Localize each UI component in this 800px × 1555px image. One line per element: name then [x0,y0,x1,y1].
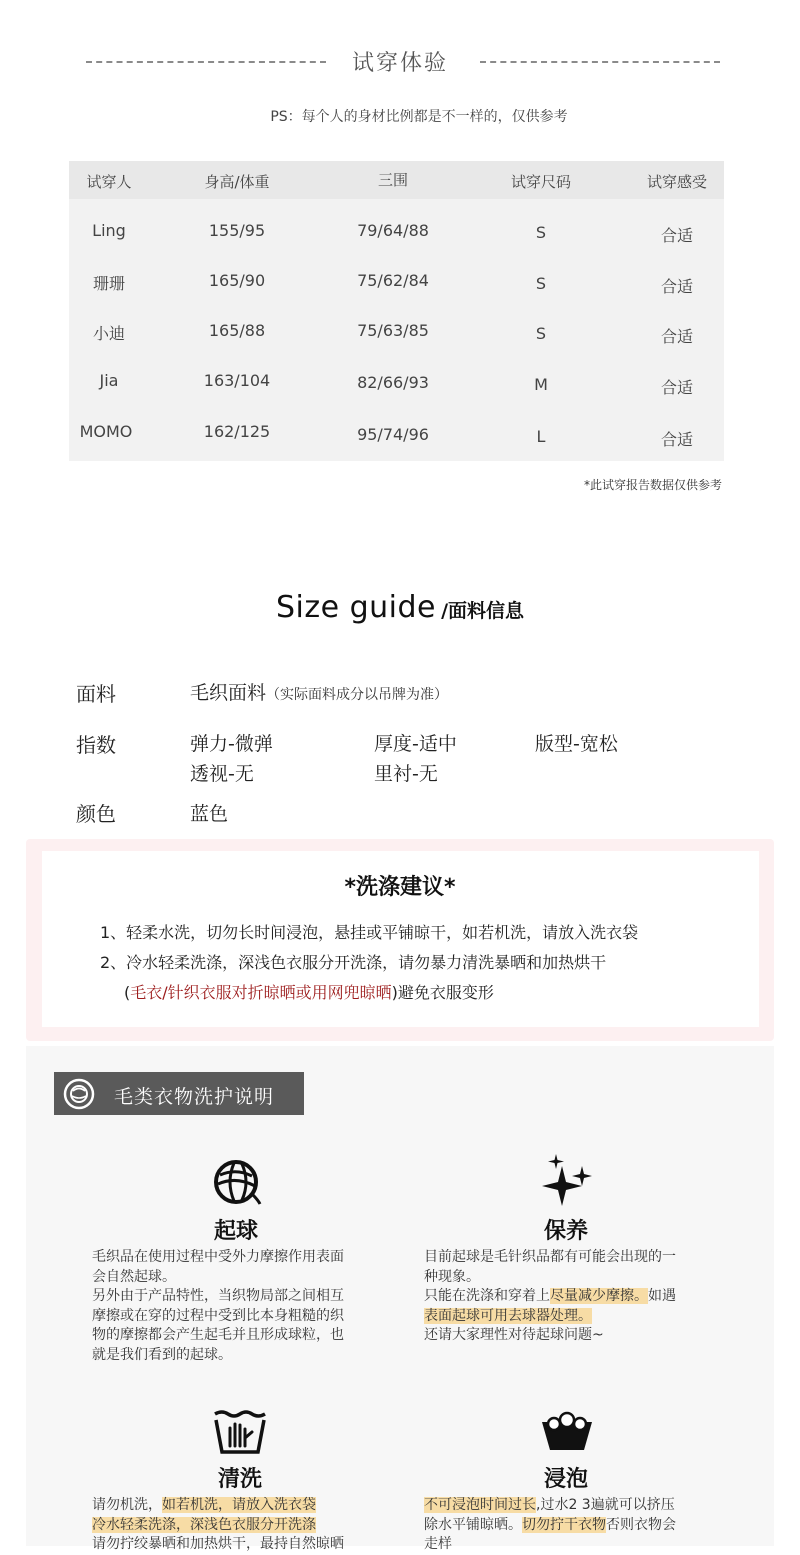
header-measurements: 三围 [377,171,408,189]
table-row-1-size: S [535,223,547,242]
table-row-1-feel: 合适 [660,226,693,245]
maintain-line-4-highlight: 表面起球可用去球器处理。 [424,1307,592,1324]
table-row-5-hw: 162/125 [203,422,271,441]
sheer-value: 透视-无 [190,763,254,785]
table-row-4-hw: 163/104 [203,371,271,390]
table-row-3-meas: 75/63/85 [357,321,429,340]
maintain-line-5: 还请大家理性对待起球问题~ [424,1327,604,1343]
table-row-1-person: Ling [92,221,126,240]
soaking-title: 浸泡 [543,1467,588,1492]
table-row-5-person: MOMO [79,422,133,441]
table-row-3-feel: 合适 [660,327,693,346]
size-guide-subtitle: /面料信息 [441,600,525,622]
trial-table [69,161,724,461]
wash-line-1: 1、轻柔水洗，切勿长时间浸泡，悬挂或平铺晾干，如若机洗，请放入洗衣袋 [100,923,639,942]
maintain-line-3a: 只能在洗涤和穿着上 [424,1288,550,1304]
care-header-title: 毛类衣物洗护说明 [114,1086,275,1108]
table-row-3-hw: 165/88 [208,321,266,340]
size-guide-title [0,590,800,625]
fabric-note: （实际面料成分以吊牌为准） [266,687,449,703]
fit-value: 版型-宽松 [535,733,618,755]
fabric-value: 毛织面料 [190,682,267,704]
washing-line-3: 请勿拧绞暴晒和加热烘干，最持自然晾晒 [92,1536,344,1552]
ps-note: PS：每个人的身材比例都是不一样的，仅供参考 [270,109,568,125]
yarn-badge-icon [63,1078,95,1110]
size-guide-heading: Size guide [275,590,436,625]
table-row-5-size: L [536,427,546,446]
soaking-line-1-highlight: 不可浸泡时间过长 [424,1497,536,1513]
washing-line-2 [92,1516,412,1536]
hand-wash-icon [212,1408,268,1456]
header-feeling: 试穿感受 [646,173,707,191]
pilling-line-4: 摩擦或在穿的过程中受到比本身粗糙的织 [92,1307,344,1324]
washing-line-1 [92,1496,412,1516]
pilling-line-2: 会自然起球。 [92,1268,176,1285]
trial-footnote: *此试穿报告数据仅供参考 [583,478,722,492]
header-height-weight: 身高/体重 [204,173,270,191]
wash-advice-title: *洗涤建议* [344,875,456,900]
washing-line-1-highlight: 如若机洗，请放入洗衣袋 [162,1497,316,1513]
soaking-line-2-highlight: 切勿拧干衣物 [522,1516,606,1533]
maintain-line-4 [424,1307,724,1327]
washing-line-1a: 请勿机洗， [92,1497,162,1513]
header-size: 试穿尺码 [510,173,571,191]
maintain-line-1: 目前起球是毛针织品都有可能会出现的一 [424,1249,676,1265]
fabric-label: 面料 [76,682,116,706]
sparkle-icon [538,1152,596,1208]
pilling-line-1: 毛织品在使用过程中受外力摩擦作用表面 [92,1249,344,1265]
table-row-3-size: S [535,324,547,343]
table-row-3-person: 小迪 [92,324,125,343]
washing-title: 清洗 [217,1467,262,1492]
pilling-line-3: 另外由于产品特性，当织物局部之间相互 [92,1288,344,1304]
pilling-line-5: 物的摩擦都会产生起毛并且形成球粒，也 [92,1327,344,1343]
soaking-line-3: 走样 [424,1536,452,1552]
soaking-line-2a: 除水平铺晾晒。 [424,1516,522,1533]
lining-value: 里衬-无 [374,763,438,785]
wash-line-3-highlight: 毛衣/针织衣服对折晾晒或用网兜晾晒 [130,983,392,1002]
maintain-line-2: 种现象。 [424,1268,480,1285]
maintain-text [424,1248,724,1346]
maintain-line-3-highlight: 尽量减少摩擦。 [550,1288,648,1304]
soaking-line-2 [424,1516,744,1536]
soaking-line-2c: 否则衣物会 [606,1516,676,1533]
wash-line-3-rest: )避免衣服变形 [391,983,494,1002]
table-row-2-meas: 75/62/84 [357,271,429,290]
pilling-title: 起球 [213,1219,258,1244]
trial-title: 试穿体验 [351,51,448,76]
maintain-title: 保养 [543,1219,588,1244]
wash-line-3-open: ( [124,983,131,1002]
wash-line-2: 2、冷水轻柔洗涤，深浅色衣服分开洗涤，请勿暴力清洗暴晒和加热烘干 [100,953,607,972]
table-row-2-size: S [535,274,547,293]
color-value: 蓝色 [190,803,229,825]
washing-line-2-highlight: 冷水轻柔洗涤，深浅色衣服分开洗涤 [92,1516,316,1533]
yarn-ball-icon [212,1158,262,1208]
wash-line-3 [124,980,494,1003]
table-row-5-feel: 合适 [660,430,693,449]
pilling-line-6: 就是我们看到的起球。 [92,1346,232,1363]
pilling-text [92,1248,392,1365]
index-label: 指数 [76,733,116,757]
table-row-2-feel: 合适 [660,277,693,296]
maintain-line-3 [424,1287,724,1307]
table-row-4-person: Jia [99,371,119,390]
soaking-line-1b: ,过水2 3遍就可以挤压 [536,1497,675,1513]
table-row-4-meas: 82/66/93 [357,373,429,392]
maintain-line-3c: 如遇 [648,1288,676,1304]
table-row-4-size: M [534,375,548,394]
table-row-1-hw: 155/95 [208,221,266,240]
table-row-4-feel: 合适 [660,378,693,397]
table-row-5-meas: 95/74/96 [357,425,429,444]
fabric-value-row [190,678,448,705]
thickness-value: 厚度-适中 [374,733,457,755]
soaking-line-1 [424,1496,744,1516]
soak-basin-icon [538,1410,596,1454]
header-person: 试穿人 [86,173,132,191]
table-row-2-person: 珊珊 [92,274,125,293]
table-row-1-meas: 79/64/88 [357,221,429,240]
color-label: 颜色 [76,802,116,826]
elasticity-value: 弹力-微弹 [190,733,273,755]
table-row-2-hw: 165/90 [208,271,266,290]
